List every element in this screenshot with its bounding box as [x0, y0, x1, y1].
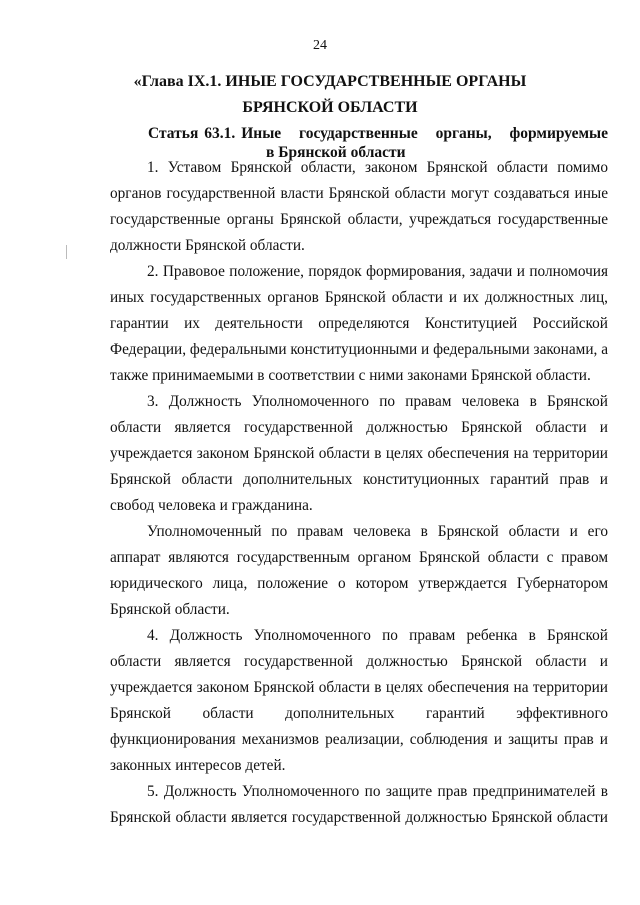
paragraph-3: 3. Должность Уполномоченного по правам человека в Брянской области является государственной должностью Брянской области и учреждается законом Брянской области в целях обеспечения на территории Брянской области дополнительных конституционных гарантий прав и свобод человека и гражданина. [110, 393, 608, 514]
page-number: 24 [313, 38, 327, 53]
article-number: 63.1. [204, 125, 236, 142]
article-label: Статья [148, 125, 199, 142]
paragraph-1: 1. Уставом Брянской области, законом Брянской области помимо органов государственной власти Брянской области могут создаваться иные государственные органы Брянской области, учреждаться государственные должности Брянской области. [110, 159, 608, 254]
chapter-title-line2: БРЯНСКОЙ ОБЛАСТИ [242, 99, 418, 116]
paragraph-5: 5. Должность Уполномоченного по защите прав предпринимателей в Брянской области является государственной должностью Брянской области [110, 783, 608, 826]
paragraph-2: 2. Правовое положение, порядок формирования, задачи и полномочия иных государственных органов Брянской области и их должностных лиц, гарантии их деятельности определяются Конституцией Российской Федерации, федеральными конституционными и федеральными законами, а также принимаемыми в соответствии с ними законами Брянской области. [110, 263, 608, 384]
paragraph-4: 4. Должность Уполномоченного по правам ребенка в Брянской области является государственной должностью Брянской области и учреждается законом Брянской области в целях обеспечения на территории Брянской области дополнительных гарантий эффективного функционирования механизмов реализации, соблюдения и защиты прав и законных интересов детей. [110, 627, 608, 774]
article-title-part1: Иные государственные органы, формируемые [241, 125, 608, 142]
paragraph-3-cont: Уполномоченный по правам человека в Брянской области и его аппарат являются государственным органом Брянской области с правом юридического лица, положение о котором утверждается Губернатором Брянской области. [110, 523, 608, 618]
margin-mark [66, 245, 67, 259]
article-title-part2: в Брянской области [266, 144, 406, 161]
chapter-title-line1: «Глава IX.1. ИНЫЕ ГОСУДАРСТВЕННЫЕ ОРГАНЫ [133, 73, 527, 90]
